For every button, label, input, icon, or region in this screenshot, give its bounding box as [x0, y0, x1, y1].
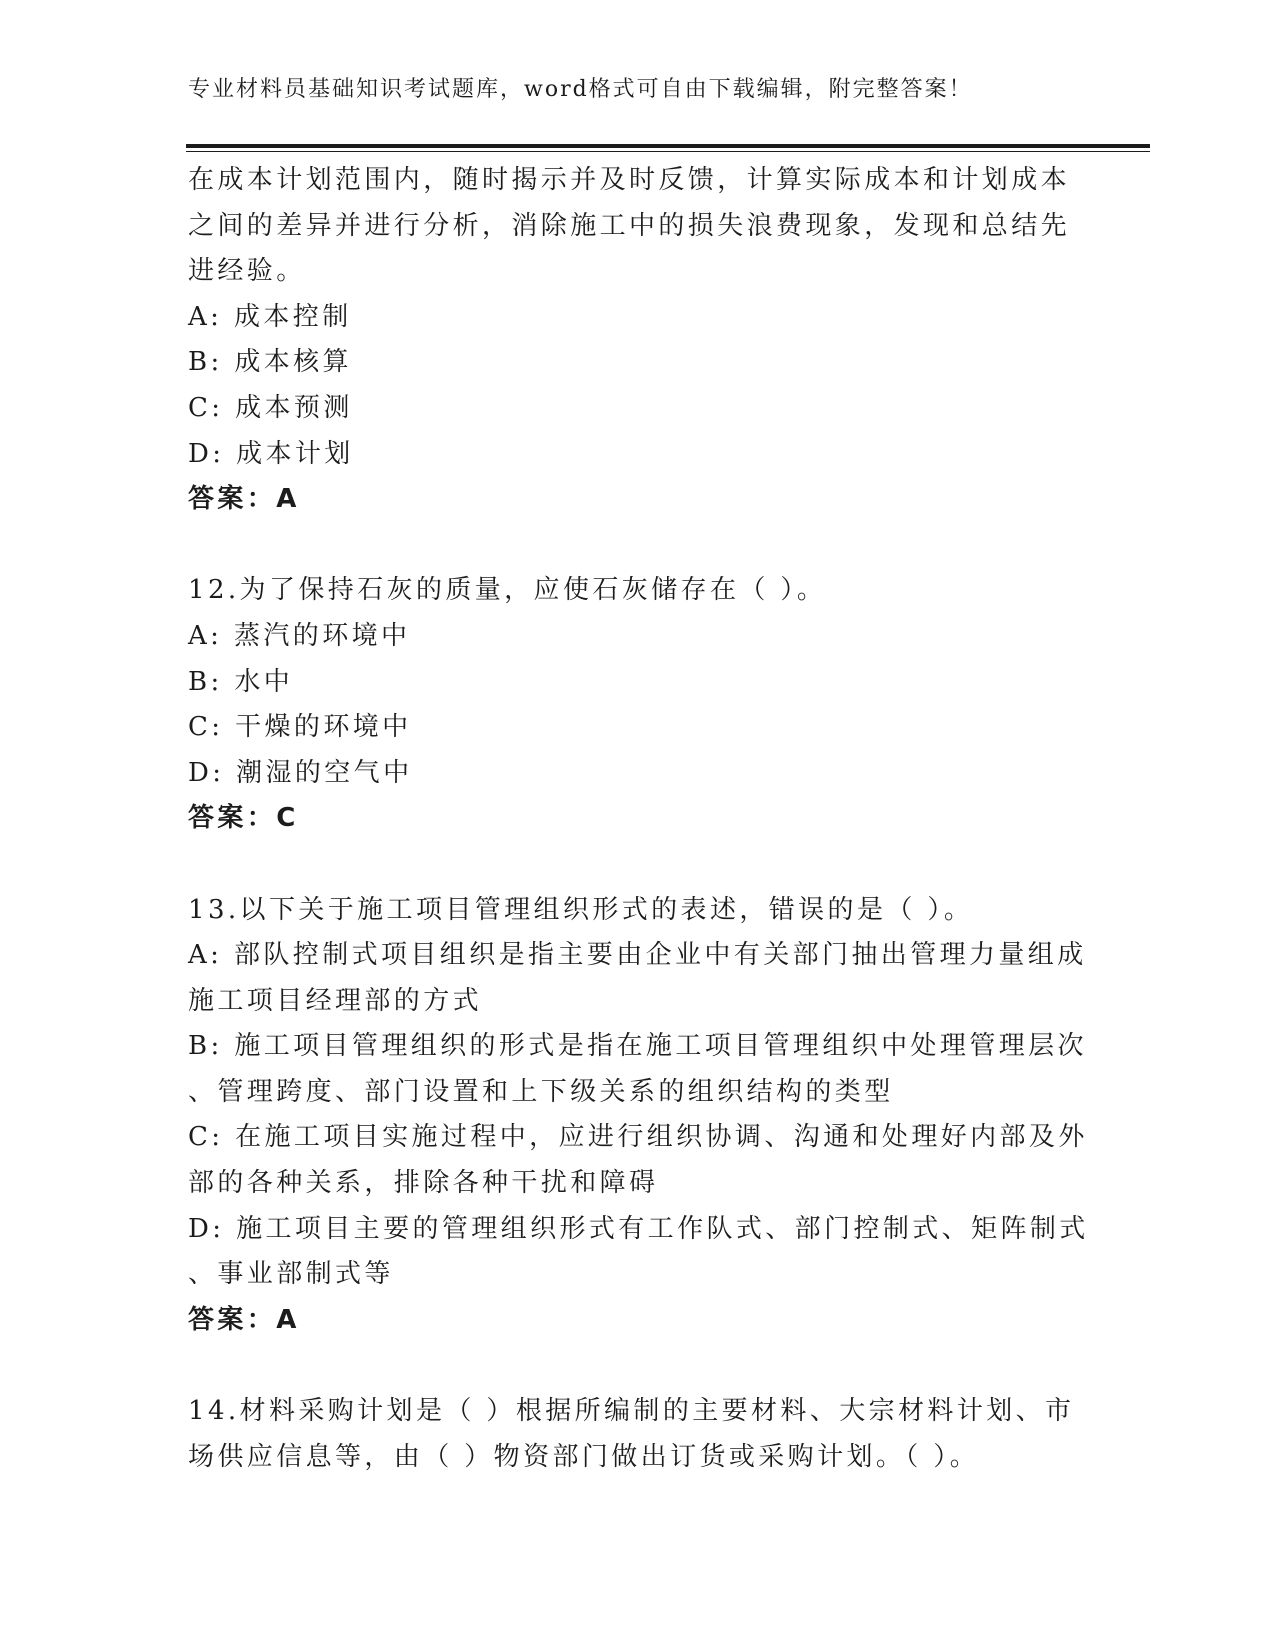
- option-a: A: 部队控制式项目组织是指主要由企业中有关部门抽出管理力量组成: [188, 940, 1087, 971]
- option-c: C: 成本预测: [188, 392, 353, 423]
- question-stem: 14.材料采购计划是（ ）根据所编制的主要材料、大宗材料计划、市: [188, 1396, 1075, 1427]
- option-b: B: 成本核算: [188, 347, 352, 378]
- question-stem: 场供应信息等，由（ ）物资部门做出订货或采购计划。（ ）。: [188, 1441, 980, 1472]
- question-stem: 进经验。: [188, 256, 306, 287]
- question-stem: 13.以下关于施工项目管理组织形式的表述，错误的是（ ）。: [188, 894, 974, 925]
- option-c: C: 在施工项目实施过程中，应进行组织协调、沟通和处理好内部及外: [188, 1122, 1088, 1153]
- option-a: A: 成本控制: [188, 301, 352, 332]
- header-rule-thin: [186, 151, 1150, 152]
- spacer: [188, 1343, 1088, 1389]
- answer: 答案：A: [188, 484, 300, 515]
- option-a-cont: 施工项目经理部的方式: [188, 985, 483, 1016]
- spacer: [188, 842, 1088, 888]
- question-12: [188, 568, 1088, 842]
- question-14: [188, 1389, 1088, 1480]
- option-c: C: 干燥的环境中: [188, 712, 412, 743]
- question-stem: 之间的差异并进行分析，消除施工中的损失浪费现象，发现和总结先: [188, 210, 1071, 241]
- option-b: B: 施工项目管理组织的形式是指在施工项目管理组织中处理管理层次: [188, 1031, 1087, 1062]
- answer: 答案：A: [188, 1304, 300, 1335]
- option-b: B: 水中: [188, 666, 294, 697]
- answer: 答案：C: [188, 803, 299, 834]
- question-11: [188, 158, 1088, 523]
- header-rule-thick: [186, 144, 1150, 148]
- question-stem: 12.为了保持石灰的质量，应使石灰储存在（ ）。: [188, 575, 827, 606]
- option-d: D: 潮湿的空气中: [188, 757, 413, 788]
- spacer: [188, 523, 1088, 569]
- option-d: D: 施工项目主要的管理组织形式有工作队式、部门控制式、矩阵制式: [188, 1213, 1089, 1244]
- question-list: [188, 158, 1088, 1480]
- page-header: 专业材料员基础知识考试题库，word格式可自由下载编辑，附完整答案！: [188, 77, 973, 102]
- option-d: D: 成本计划: [188, 438, 354, 469]
- question-stem: 在成本计划范围内，随时揭示并及时反馈，计算实际成本和计划成本: [188, 165, 1071, 195]
- option-a: A: 蒸汽的环境中: [188, 620, 411, 651]
- option-b-cont: 、管理跨度、部门设置和上下级关系的组织结构的类型: [188, 1076, 894, 1107]
- question-13: [188, 888, 1088, 1344]
- option-c-cont: 部的各种关系，排除各种干扰和障碍: [188, 1168, 659, 1199]
- option-d-cont: 、事业部制式等: [188, 1259, 394, 1290]
